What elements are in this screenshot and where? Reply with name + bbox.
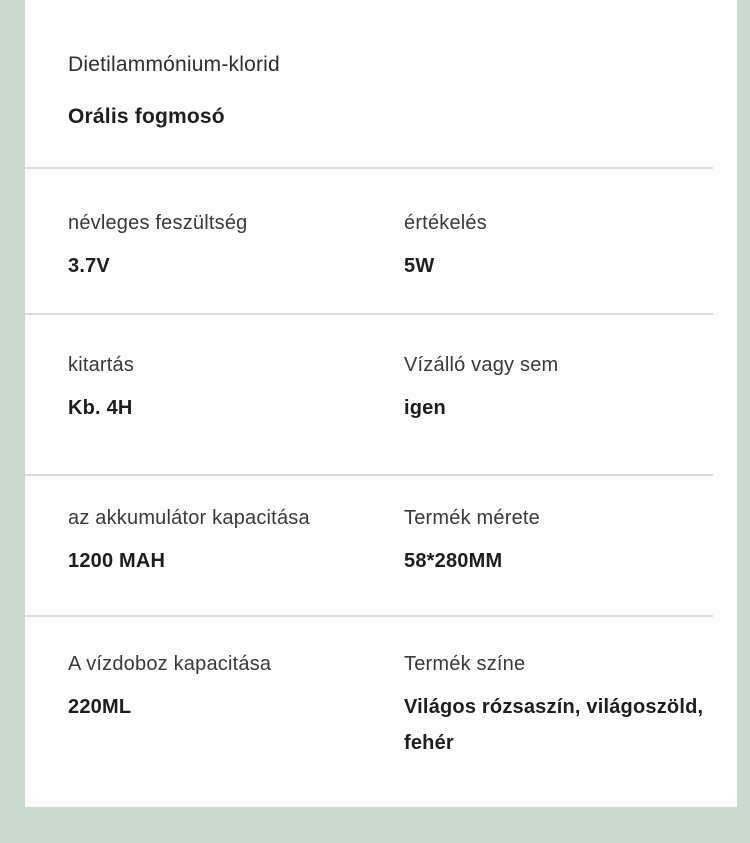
spec-product-size	[404, 503, 719, 579]
divider	[25, 474, 713, 476]
spec-waterproof	[404, 350, 719, 426]
divider	[25, 167, 713, 169]
spec-label: az akkumulátor kapacitása	[68, 507, 310, 529]
spec-label: Termék színe	[404, 653, 526, 675]
product-title: Orális fogmosó	[68, 105, 225, 128]
spec-label: névleges feszültség	[68, 212, 248, 234]
spec-label: kitartás	[68, 354, 135, 376]
divider	[25, 313, 713, 315]
spec-endurance	[68, 350, 383, 426]
spec-card	[25, 0, 737, 807]
spec-label: Vízálló vagy sem	[404, 354, 559, 376]
spec-battery-capacity	[68, 503, 383, 579]
spec-label: értékelés	[404, 212, 487, 234]
spec-label: Termék mérete	[404, 507, 540, 529]
spec-rated-voltage	[68, 208, 383, 284]
spec-product-color	[404, 649, 719, 761]
spec-value: 58*280MM	[404, 550, 503, 572]
spec-water-tank-capacity	[68, 649, 383, 725]
spec-value: 3.7V	[68, 255, 110, 277]
spec-label: A vízdoboz kapacitása	[68, 653, 272, 675]
divider	[25, 615, 713, 617]
spec-value: 5W	[404, 255, 435, 277]
spec-value: Világos rózsaszín, világoszöld, fehér	[404, 696, 704, 754]
product-chemical-name: Dietilammónium-klorid	[68, 53, 280, 76]
spec-value: Kb. 4H	[68, 397, 133, 419]
spec-value: 1200 MAH	[68, 550, 166, 572]
spec-power-rating	[404, 208, 719, 284]
spec-value: 220ML	[68, 696, 132, 718]
spec-value: igen	[404, 397, 446, 419]
